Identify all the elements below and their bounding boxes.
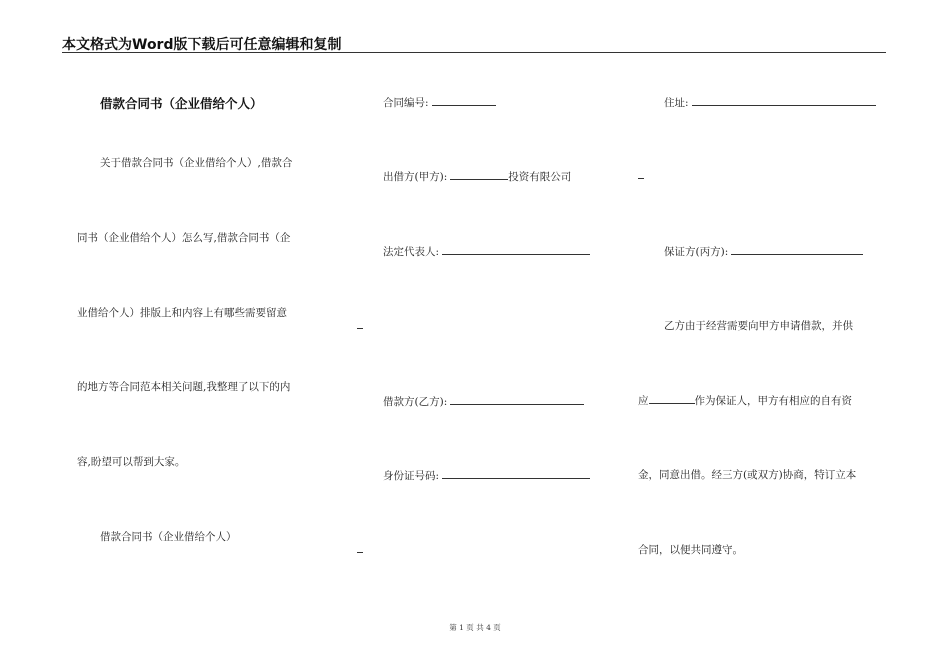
document-title: 借款合同书（企业借给个人） [100,96,263,111]
legal-rep-label: 法定代表人: [383,246,440,258]
guarantor-blank [731,243,863,255]
intro-line-4: 的地方等合同范本相关问题,我整理了以下的内 [77,381,291,393]
terms-line-3: 金，同意出借。经三方(或双方)协商，特订立本 [638,469,857,481]
terms-line-2-text: 作为保证人，甲方有相应的自有资 [694,395,852,407]
lender-suffix: 投资有限公司 [508,171,572,183]
guarantor-field [664,243,863,259]
line-mark [357,328,363,329]
page-number: 第 1 页 共 4 页 [449,623,501,632]
id-number-blank [442,467,590,479]
address-blank [692,94,876,106]
borrower-blank [450,393,584,405]
guarantor-name-blank [649,392,695,404]
id-number-field [383,467,590,483]
intro-line-5: 容,盼望可以帮到大家。 [77,456,186,468]
borrower-label: 借款方(乙方): [383,396,448,408]
line-mark [638,178,644,179]
terms-line-1: 乙方由于经营需要向甲方申请借款，并供 [664,320,853,332]
terms-line-2-prefix: 应 [638,395,649,407]
terms-line-4: 合同，以便共同遵守。 [638,544,743,556]
document-header: 本文格式为Word版下载后可任意编辑和复制 [62,37,342,53]
contract-number-blank [432,94,496,106]
legal-rep-field [383,243,590,259]
contract-number-field [383,94,496,110]
intro-line-2: 同书（企业借给个人）怎么写,借款合同书（企 [77,232,291,244]
id-number-label: 身份证号码: [383,470,440,482]
borrower-field [383,393,584,409]
line-mark [357,552,363,553]
guarantor-label: 保证方(丙方): [664,246,729,258]
terms-line-2 [638,392,852,408]
header-rule [62,52,886,53]
contract-subtitle: 借款合同书（企业借给个人） [100,531,237,543]
intro-line-3: 业借给个人）排版上和内容上有哪些需要留意 [77,307,287,319]
address-field [664,94,876,110]
contract-number-label: 合同编号: [383,97,429,109]
lender-blank [450,168,508,180]
legal-rep-blank [442,243,590,255]
address-label: 住址: [664,97,689,109]
lender-field [383,168,571,184]
intro-line-1: 关于借款合同书（企业借给个人）,借款合 [100,157,293,169]
lender-label: 出借方(甲方): [383,171,448,183]
